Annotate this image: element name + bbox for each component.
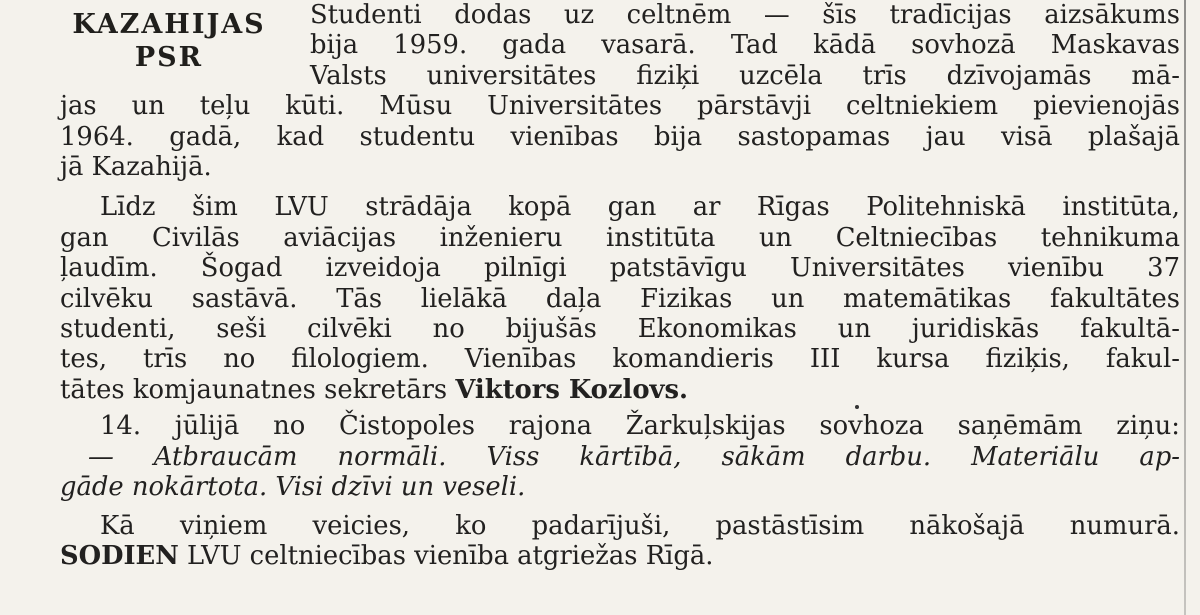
text-line: jas un teļu kūti. Mūsu Universitātes pārstāvji celtniekiem pievienojās [60,91,1180,122]
paragraph-4 [60,511,1180,572]
text-line: Līdz šim LVU strādāja kopā gan ar Rīgas Politehniskā institūta, [100,192,1180,223]
clipping-edge [1184,0,1186,615]
text-line: tes, trīs no filologiem. Vienības komandieris III kursa fiziķis, fakul- [60,344,1180,375]
text-line: Studenti dodas uz celtnēm — šīs tradīcijas aizsākums [310,0,1180,30]
text-line: jā Kazahijā. [60,152,212,183]
text-line: Kā viņiem veicies, ko padarījuši, pastāstīsim nākošajā numurā. [100,510,1180,541]
paragraph-3 [60,411,1180,502]
lead-word: SODIEN [60,540,179,571]
text-line: gan Civilās aviācijas inženieru institūta un Celtniecības tehnikuma [60,222,1180,253]
text-line: 1964. gadā, kad studentu vienības bija sastopamas jau visā plašajā [60,121,1180,152]
heading-line-2: PSR [134,42,204,73]
heading-line-1: KAZAHIJAS [72,9,266,40]
text-line: 14. jūlijā no Čistopoles rajona Žarkuļskijas sovhoza saņēmām ziņu: [100,411,1180,442]
text-line: bija 1959. gada vasarā. Tad kādā sovhozā Maskavas [310,30,1180,61]
paragraph-2 [60,192,1180,405]
text-line: cilvēku sastāvā. Tās lielākā daļa Fizikas un matemātikas fakultātes [60,283,1180,314]
quote-line: gāde nokārtota. Visi dzīvi un veseli. [60,472,526,503]
quote-line: — Atbraucām normāli. Viss kārtībā, sākām darbu. Materiālu ap- [88,441,1180,472]
text-segment: LVU celtniecības vienība atgriežas Rīgā. [178,540,714,571]
ink-speck [855,405,859,409]
text-line-with-lead [60,541,1180,571]
person-name: Viktors Kozlovs. [455,374,689,405]
text-line: ļaudīm. Šogad izveidoja pilnīgi patstāvīgu Universitātes vienību 37 [60,253,1180,284]
text-line-with-name [60,375,1180,405]
text-line: studenti, seši cilvēki no bijušās Ekonomikas un juridiskās fakultā- [60,314,1180,345]
text-line: Valsts universitātes fiziķi uzcēla trīs dzīvojamās mā- [310,60,1180,91]
article-body [60,0,1180,571]
text-segment: tātes komjaunatnes sekretārs [60,374,456,405]
paragraph-1 [60,0,1180,182]
